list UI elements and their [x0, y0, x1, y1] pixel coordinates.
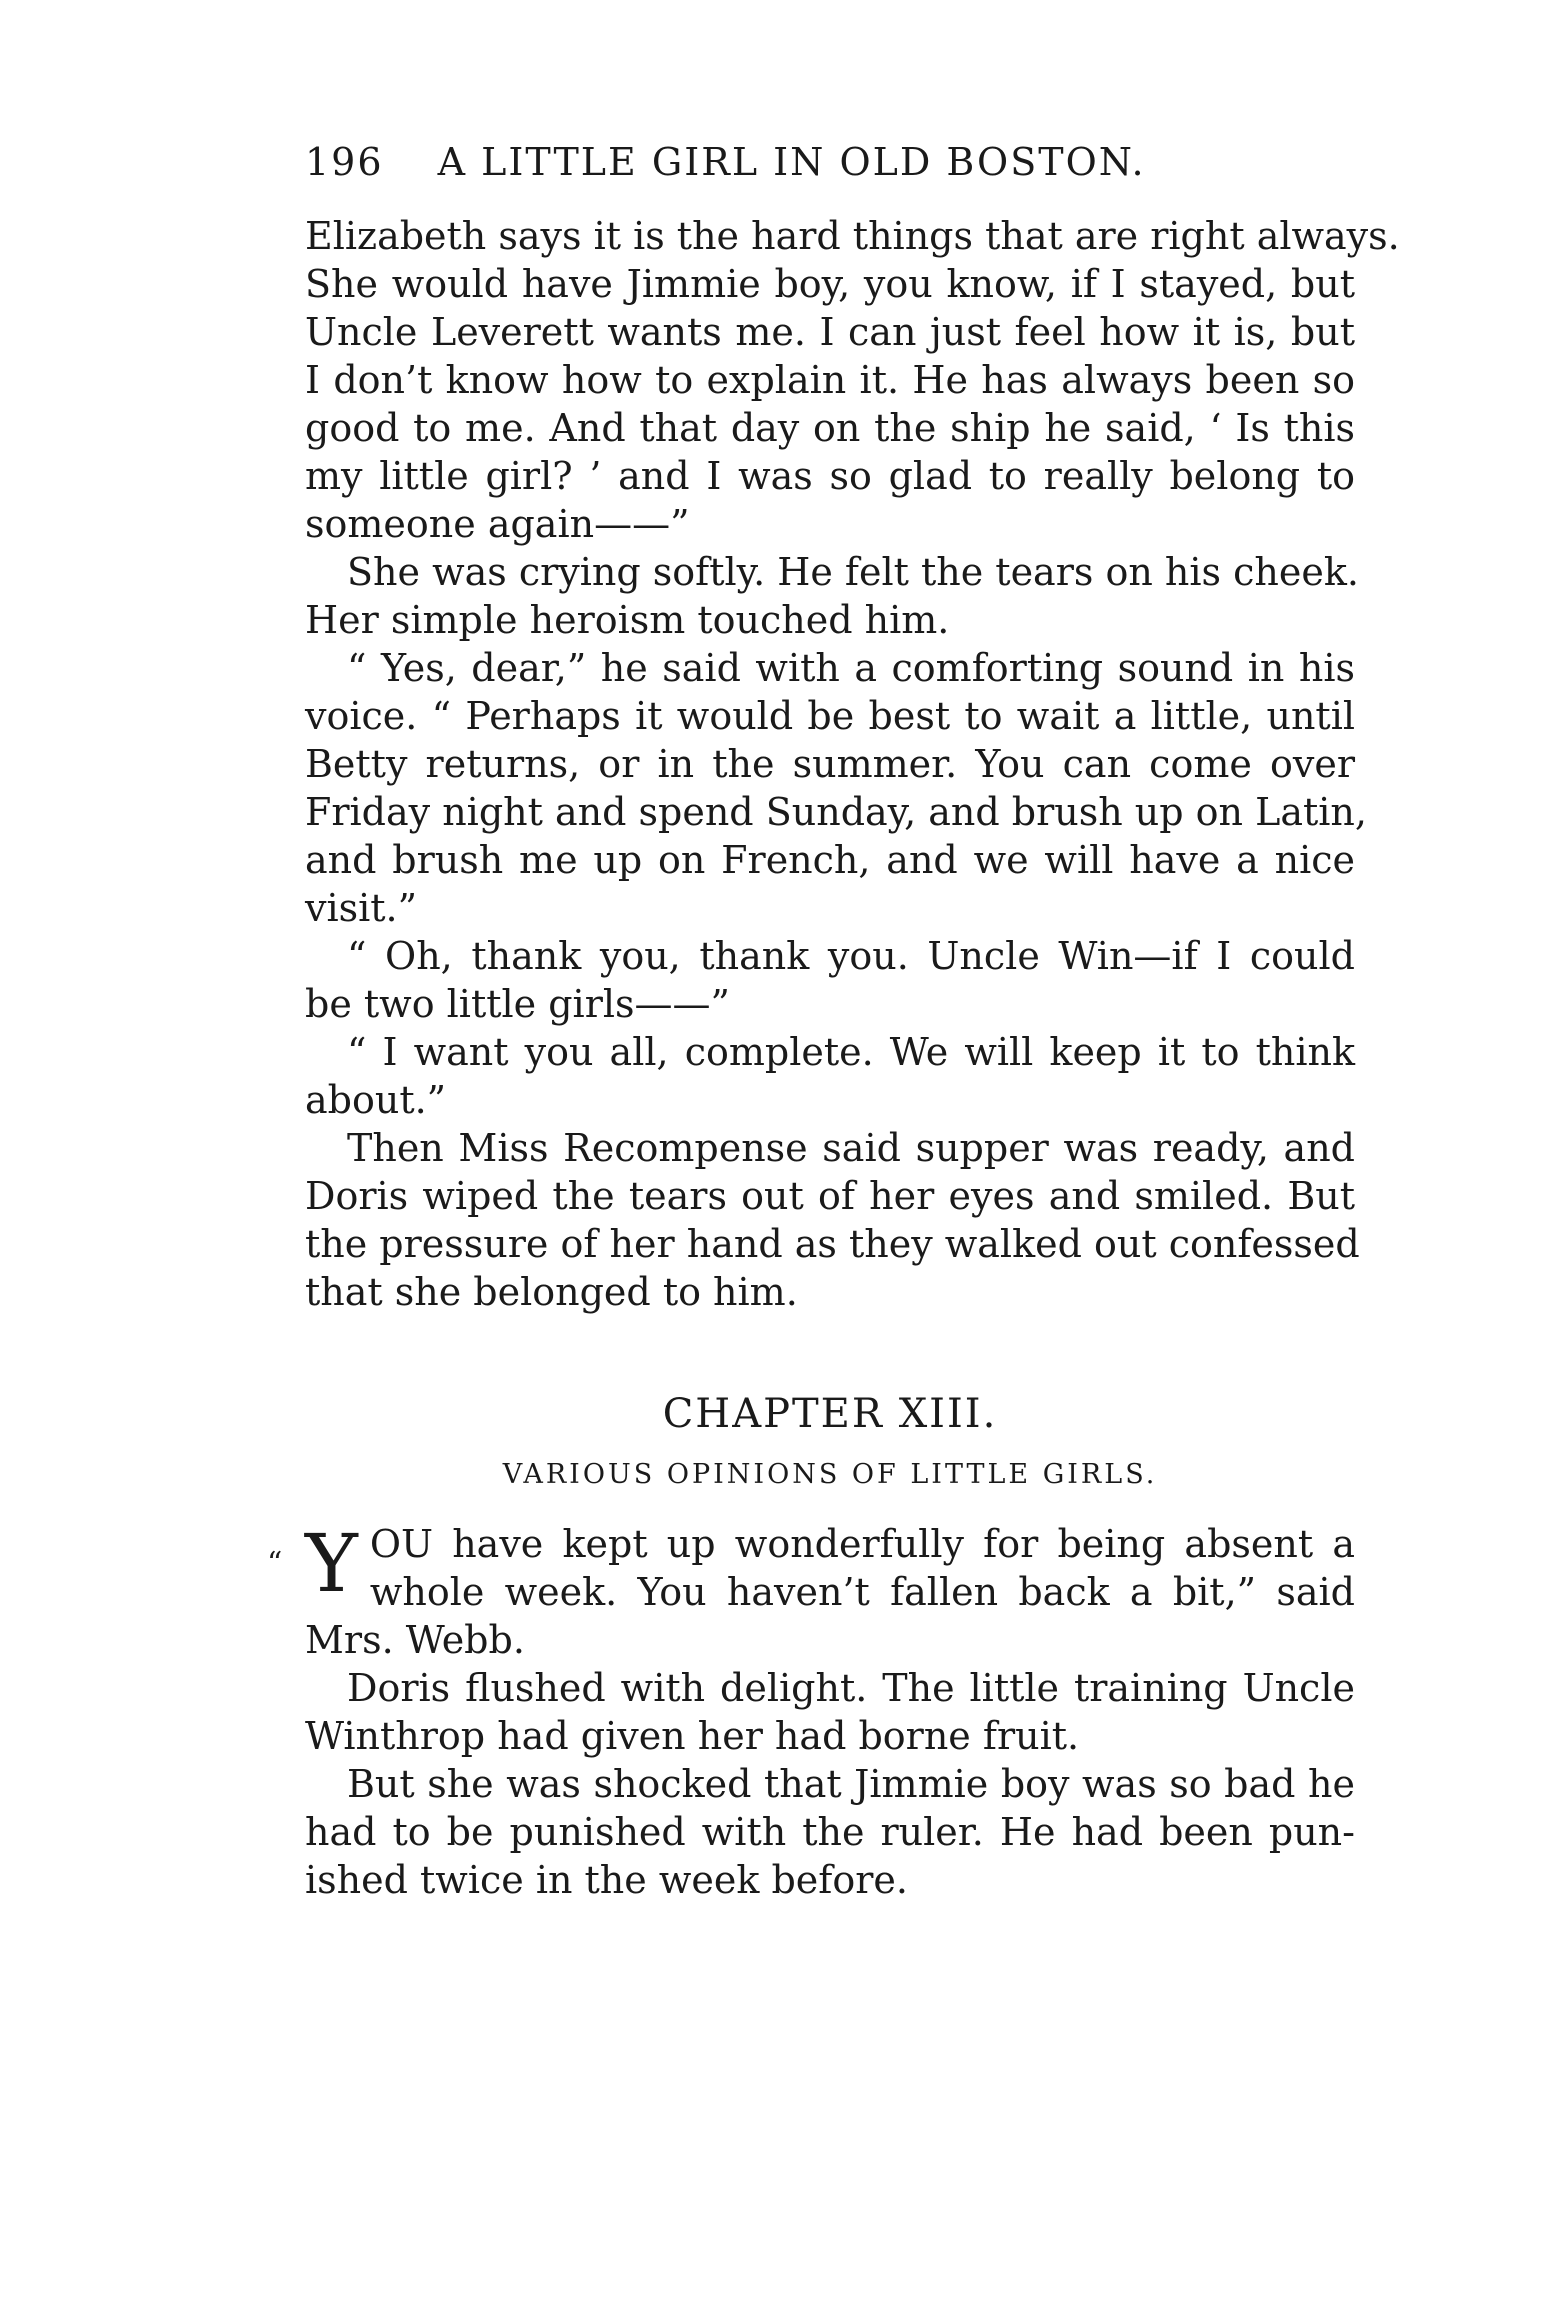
running-head: [305, 140, 1355, 184]
text-line: Doris flushed with delight. The little training Uncle: [347, 1666, 1355, 1710]
paragraph: [305, 548, 1359, 644]
text-line: She was crying softly. He felt the tears on his cheek.: [347, 550, 1359, 594]
paragraph: [305, 1760, 1355, 1904]
text-line: “ Yes, dear,” he said with a comforting sound in his: [347, 646, 1355, 690]
text-line: my little girl? ’ and I was so glad to really belong to: [305, 454, 1355, 498]
text-line: OU have kept up wonderfully for being absent a: [369, 1522, 1355, 1566]
text-line: Then Miss Recompense said supper was ready, and: [347, 1126, 1355, 1170]
open-quote: “: [267, 1546, 283, 1581]
text-line: But she was shocked that Jimmie boy was so bad he: [347, 1762, 1355, 1806]
chapter-title: CHAPTER XIII.: [662, 1391, 998, 1437]
text-line: about.”: [305, 1078, 447, 1122]
paragraph: [305, 1664, 1355, 1760]
text-line: I don’t know how to explain it. He has always been so: [305, 358, 1355, 402]
paragraph: [305, 1124, 1360, 1316]
text-line: “ I want you all, complete. We will keep it to think: [347, 1030, 1355, 1074]
text-line: voice. “ Perhaps it would be best to wait a little, until: [305, 694, 1355, 738]
text-line: whole week. You haven’t fallen back a bit,” said: [369, 1570, 1355, 1614]
text-line: the pressure of her hand as they walked out confessed: [305, 1222, 1360, 1266]
text-line: someone again——”: [305, 502, 690, 546]
text-line: Her simple heroism touched him.: [305, 598, 950, 642]
drop-cap: [267, 1517, 358, 1610]
page-number: 196: [305, 140, 384, 184]
text-line: be two little girls——”: [305, 982, 730, 1026]
text-line: Mrs. Webb.: [305, 1618, 525, 1662]
text-line: Elizabeth says it is the hard things that are right always.: [305, 214, 1400, 258]
text-line: visit.”: [305, 886, 418, 930]
text-line: had to be punished with the ruler. He had been pun-: [305, 1810, 1355, 1854]
chapter-subtitle: VARIOUS OPINIONS OF LITTLE GIRLS.: [502, 1459, 1158, 1490]
paragraph: [305, 212, 1400, 548]
paragraph: [305, 932, 1355, 1028]
book-page: [267, 140, 1400, 1904]
paragraph-dropcap: [267, 1517, 1355, 1664]
text-line: ished twice in the week before.: [305, 1858, 908, 1902]
text-line: She would have Jimmie boy, you know, if I stayed, but: [305, 262, 1355, 306]
text-line: Betty returns, or in the summer. You can come over: [305, 742, 1355, 786]
text-line: “ Oh, thank you, thank you. Uncle Win—if I could: [347, 934, 1355, 978]
text-line: Winthrop had given her had borne fruit.: [305, 1714, 1080, 1758]
text-line: Friday night and spend Sunday, and brush up on Latin,: [305, 790, 1367, 834]
text-line: good to me. And that day on the ship he said, ‘ Is this: [305, 406, 1355, 450]
paragraph: [305, 1028, 1355, 1124]
running-title: A LITTLE GIRL IN OLD BOSTON.: [437, 140, 1146, 184]
text-line: and brush me up on French, and we will have a nice: [305, 838, 1355, 882]
text-line: that she belonged to him.: [305, 1270, 798, 1314]
text-line: Uncle Leverett wants me. I can just feel how it is, but: [305, 310, 1355, 354]
paragraph: [305, 644, 1367, 932]
drop-cap-letter: Y: [305, 1517, 358, 1610]
text-line: Doris wiped the tears out of her eyes and smiled. But: [305, 1174, 1355, 1218]
